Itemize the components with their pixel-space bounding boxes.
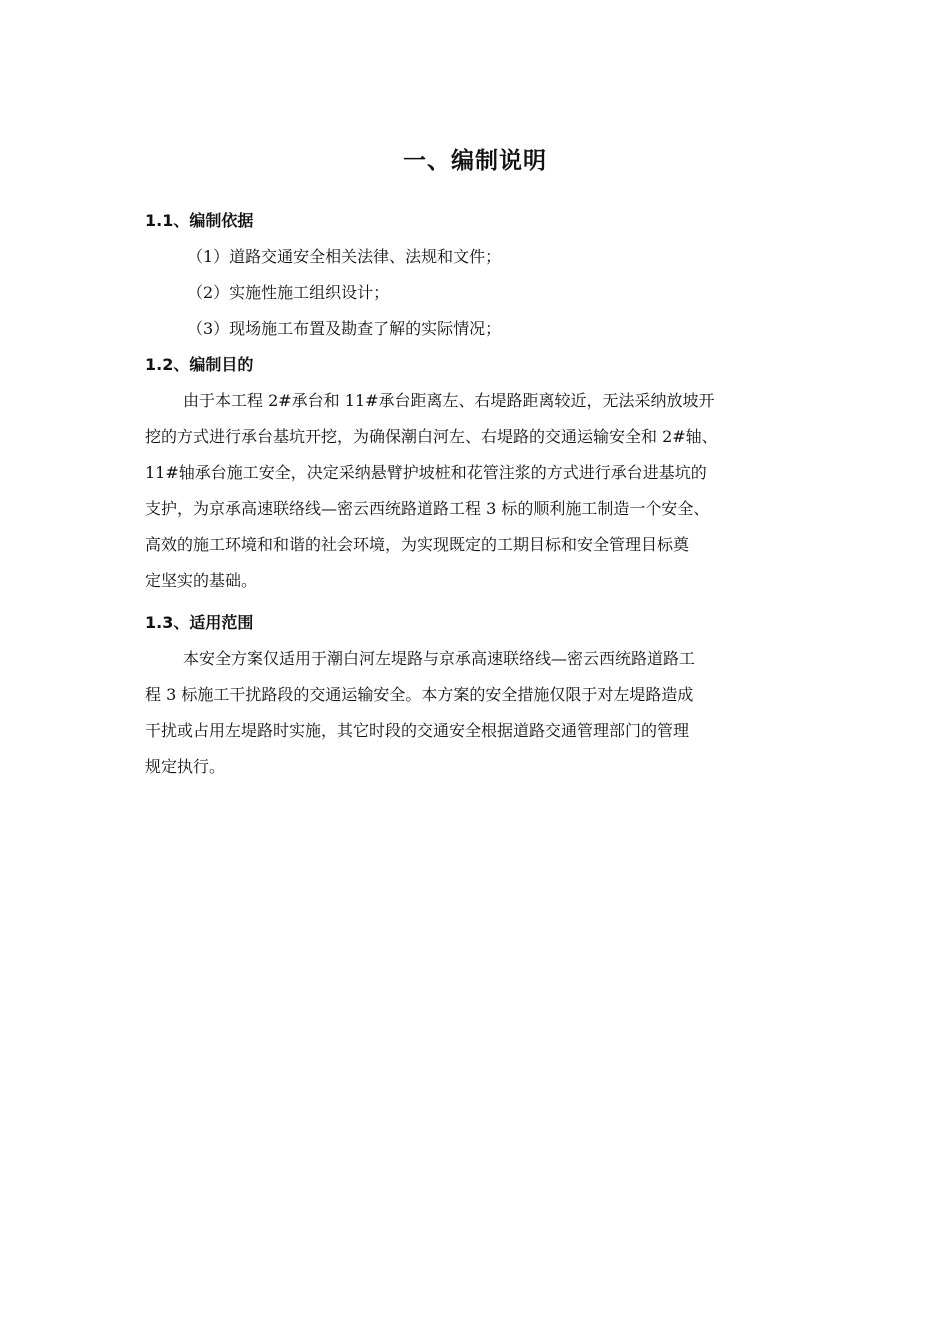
paragraph-scope [145, 641, 815, 785]
list-item: （1）道路交通安全相关法律、法规和文件； [187, 247, 502, 266]
paragraph-line: 由于本工程 2#承台和 11#承台距离左、右堤路距离较近，无法采纳放坡开 [183, 391, 715, 410]
list-item: （2）实施性施工组织设计； [187, 283, 390, 302]
paragraph-purpose [145, 383, 815, 599]
page-title: 一、编制说明 [403, 148, 547, 174]
section-heading-1-1: 1.1、编制依据 [145, 211, 254, 230]
paragraph-line: 11#轴承台施工安全，决定采纳悬臂护坡桩和花管注浆的方式进行承台进基坑的 [145, 463, 707, 482]
paragraph-line: 定坚实的基础。 [145, 571, 258, 590]
paragraph-line: 干扰或占用左堤路时实施，其它时段的交通安全根据道路交通管理部门的管理 [145, 721, 690, 740]
paragraph-line: 本安全方案仅适用于潮白河左堤路与京承高速联络线—密云西统路道路工 [183, 649, 696, 668]
section-heading-1-2: 1.2、编制目的 [145, 355, 254, 374]
list-item: （3）现场施工布置及勘查了解的实际情况； [187, 319, 502, 338]
paragraph-line: 程 3 标施工干扰路段的交通运输安全。本方案的安全措施仅限于对左堤路造成 [145, 685, 694, 704]
paragraph-line: 高效的施工环境和和谐的社会环境，为实现既定的工期目标和安全管理目标奠 [145, 535, 690, 554]
paragraph-line: 挖的方式进行承台基坑开挖，为确保潮白河左、右堤路的交通运输安全和 2#轴、 [145, 427, 718, 446]
section-heading-1-3: 1.3、适用范围 [145, 613, 254, 632]
paragraph-line: 规定执行。 [145, 757, 226, 776]
paragraph-line: 支护，为京承高速联络线—密云西统路道路工程 3 标的顺利施工制造一个安全、 [145, 499, 710, 518]
